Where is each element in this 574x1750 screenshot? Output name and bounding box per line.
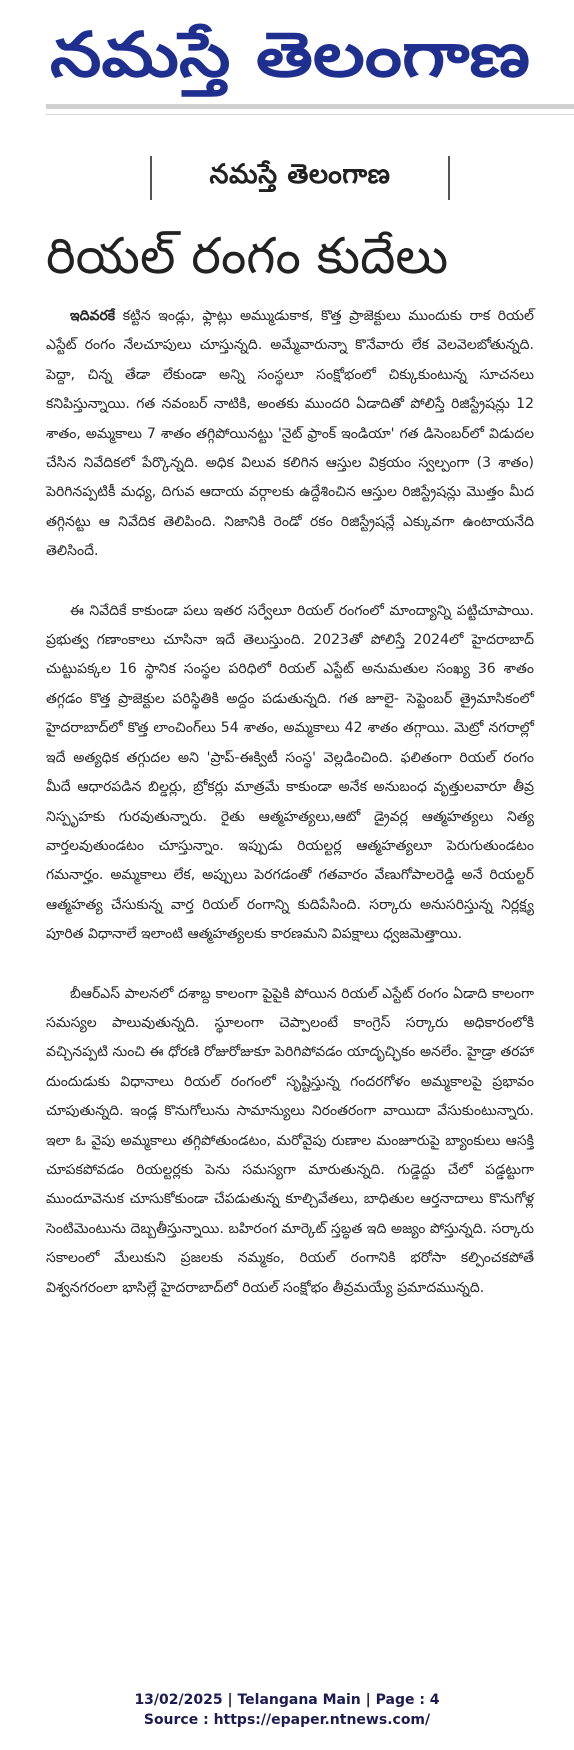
newspaper-logo [40, 6, 540, 98]
article-paragraph: ఈ నివేదికే కాకుండా పలు ఇతర సర్వేలూ రియల్ రంగంలో మాంద్యాన్ని పట్టిచూపాయి. ప్రభుత్వ గణాంకాలు చూసినా ఇదే తెలుస్తుంది. 2023తో పోలిస్తే 2024లో హైదరాబాద్ చుట్టుపక్కల 16 స్థానిక సంస్థల పరిధిలో రియల్ ఎస్టేట్ అనుమతుల సంఖ్య 36 శాతం తగ్గడం కొత్త ప్రాజెక్టుల పరిస్థితికి అద్దం పడుతున్నది. గత జూలై- సెప్టెంబర్ త్రైమాసికంలో హైదరాబాద్‌లో కొత్త లాంచింగ్‌లు 54 శాతం, అమ్మకాలు 42 శాతం తగ్గాయి. మెట్రో నగరాల్లో ఇదే అత్యధిక తగ్గుదల అని 'ప్రాప్-ఈక్విటీ సంస్థ' వెల్లడించింది. ఫలితంగా రియల్ రంగం మీదే ఆధారపడిన బిల్డర్లు, బ్రోకర్లు మాత్రమే కాకుండా అనేక అనుబంధ వృత్తులవారూ తీవ్ర నిస్పృహకు గురవుతున్నారు. రైతు ఆత్మహత్యలు,ఆటో డ్రైవర్ల ఆత్మహత్యలు నిత్య వార్తలవుతుండటం చూస్తున్నాం. ఇప్పుడు రియల్టర్ల ఆత్మహత్యలూ పెరుగుతుండటం గమనార్హం. అమ్మకాలు లేక, అప్పులు పెరగడంతో గతవారం వేణుగోపాలరెడ్డి అనే రియల్టర్ ఆత్మహత్య చేసుకున్న వార్త రియల్ రంగాన్ని కుదిపేసింది. సర్కారు అనుసరిస్తున్న నిర్లక్ష్య పూరిత విధానాలే ఇలాంటి ఆత్మహత్యలకు కారణమని విపక్షాలు ధ్వజమెత్తాయి. [46, 602, 534, 943]
paragraph-text: కట్టిన ఇండ్లు, ఫ్లాట్లు అమ్ముడుకాక, కొత్త ప్రాజెక్టులు ముందుకు రాక రియల్ ఎస్టేట్ రంగం నేలచూపులు చూస్తున్నది. అమ్మేవారున్నా కొనేవారు లేక వెలవెలబోతున్నది. పెద్దా, చిన్న తేడా లేకుండా అన్ని సంస్థలూ సంక్షోభంలో చిక్కుకుంటున్న సూచనలు కనిపిస్తున్నాయి. గత నవంబర్ నాటికి, అంతకు ముందరి ఏడాదితో పోలిస్తే రిజిస్ట్రేషన్లు 12 శాతం, అమ్మకాలు 7 శాతం తగ్గిపోయినట్టు 'నైట్ ఫ్రాంక్ ఇండియా' గత డిసెంబర్‌లో విడుదల చేసిన నివేదికలో పేర్కొన్నది. అధిక విలువ కలిగిన ఆస్తుల విక్రయం స్వల్పంగా (3 శాతం) పెరిగినప్పటికీ మధ్య, దిగువ ఆదాయ వర్గాలకు ఉద్దేశించిన ఆస్తుల రిజిస్ట్రేషన్లు మొత్తం మీద తగ్గినట్టు ఆ నివేదిక తెలిపింది. నిజానికి రెండో రకం రిజిస్ట్రేషన్లే ఎక్కువగా ఉంటాయనేది తెలిసిందే. [46, 308, 534, 560]
article-headline: రియల్ రంగం కుదేలు [46, 227, 449, 285]
footer-dateline: 13/02/2025 | Telangana Main | Page : 4 [134, 1692, 440, 1708]
article-paragraph [46, 302, 534, 567]
footer-source: Source : https://epaper.ntnews.com/ [143, 1712, 431, 1728]
section-header [150, 152, 450, 204]
page-footer [0, 1690, 574, 1730]
masthead-rule [46, 104, 574, 109]
masthead-title: నమస్తే తెలంగాణ [50, 18, 457, 91]
section-label: నమస్తే తెలంగాణ [209, 159, 391, 190]
masthead [40, 6, 540, 98]
masthead-thin-rule [46, 114, 574, 115]
section-left-bar [150, 156, 152, 200]
article-paragraph: బీఆర్ఎస్ పాలనలో దశాబ్ద కాలంగా పైపైకి పోయిన రియల్ ఎస్టేట్ రంగం ఏడాది కాలంగా సమస్యల పాలువుతున్నది. స్థూలంగా చెప్పాలంటే కాంగ్రెస్ సర్కారు అధికారంలోకి వచ్చినప్పటి నుంచి ఈ ధోరణి రోజురోజుకూ పెరిగిపోవడం యాదృచ్ఛికం అనలేం. హైడ్రా తరహా దుందుడుకు విధానాలు రియల్ రంగంలో సృష్టిస్తున్న గందరగోళం అమ్మకాలపై ప్రభావం చూపుతున్నది. ఇండ్ల కొనుగోలును సామాన్యులు నిరంతరంగా వాయిదా వేసుకుంటున్నారు. ఇలా ఓ వైపు అమ్మకాలు తగ్గిపోతుండటం, మరోవైపు రుణాల మంజూరుపై బ్యాంకులు ఆసక్తి చూపకపోవడం రియల్టర్లకు పెను సమస్యగా మారుతున్నది. గుడ్డెద్దు చేలో పడ్డట్టుగా ముందూవెనుక చూసుకోకుండా చేపడుతున్న కూల్చివేతలు, బాధితుల ఆర్తనాదాలు కొనుగోళ్ల సెంటిమెంటును దెబ్బతీస్తున్నాయి. బహిరంగ మార్కెట్ స్తబ్ధత ఇది అజ్యం పోస్తున్నది. సర్కారు సకాలంలో మేలుకుని ప్రజలకు నమ్మకం, రియల్ రంగానికి భరోసా కల్పించకపోతే విశ్వనగరంలా భాసిల్లే హైదరాబాద్‌లో రియల్ సంక్షోభం తీవ్రమయ్యే ప్రమాదమున్నది. [46, 985, 534, 1296]
section-right-bar [448, 156, 450, 200]
article-body [46, 302, 534, 1303]
lead-word: ఇదివరకే [70, 308, 116, 324]
